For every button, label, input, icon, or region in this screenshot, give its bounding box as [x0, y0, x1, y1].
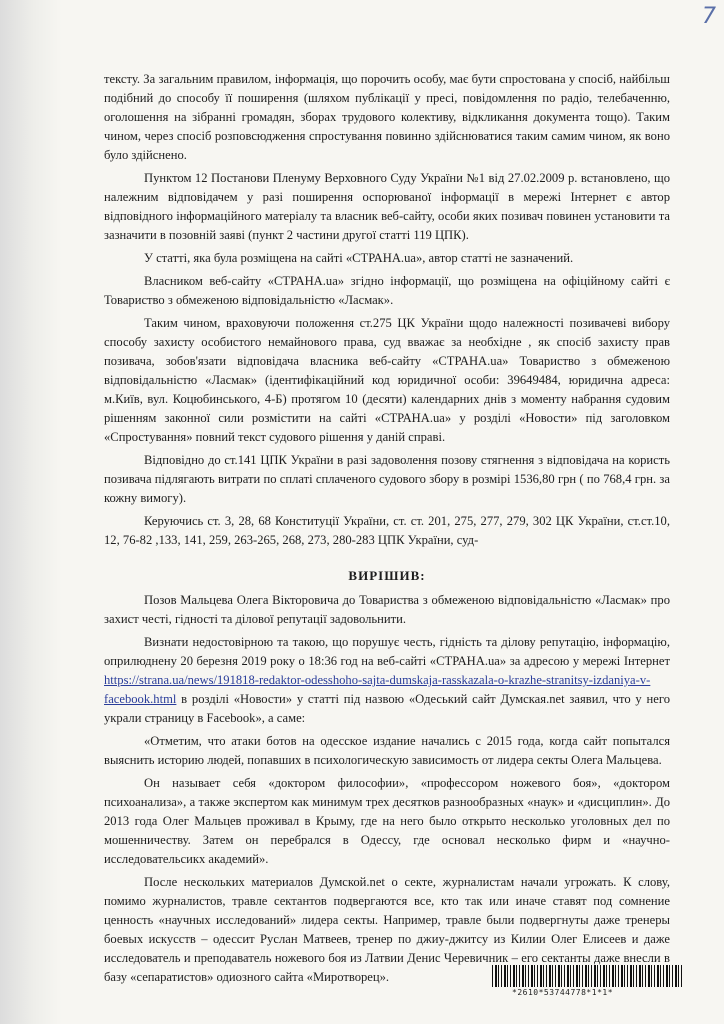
paragraph-with-link — [104, 633, 670, 728]
paragraph: Керуючись ст. 3, 28, 68 Конституції України, ст. ст. 201, 275, 277, 279, 302 ЦК України, ст.ст.10, 12, 76-82 ,133, 141, 259, 263-265, 268, 273, 280-283 ЦПК України, суд- — [104, 514, 670, 547]
quote-paragraph: Он называет себя «доктором философии», «профессором ножевого боя», «доктором психоанализа», а также экспертом как минимум трех десятков разнообразных «наук» и «дисциплин». До 2013 года Олег Мальцев проживал в Крыму, где на него было открыто несколько уголовных дел по мошенничеству. Затем он перебрался в Одессу, где основал несколько фирм и «научно-исследовательсикх академий». — [104, 776, 670, 866]
paragraph: Таким чином, враховуючи положення ст.275 ЦК України щодо належності позивачеві вибору способу захисту особистого немайнового права, суд вважає за необхідне , як спосіб захисту прав позивача, зобов'язати відповідача власника веб-сайту «СТРАНА.ua» Товариство з обмеженою відповідальністю «Ласмак» (ідентифікаційний код юридичної особи: 39649484, юридична адреса: м.Київ, вул. Коцюбинського, 4-Б) протягом 10 (десяти) календарних днів з моменту набрання судовим рішенням законної сили розмістити на сайті «СТРАНА.ua» у розділі «Новости» під заголовком «Спростування» повний текст судового рішення у даній справі. — [104, 316, 670, 444]
article-url-link[interactable]: https://strana.ua/news/191818-redaktor-odesshoho-sajta-dumskaja-rasskazala-o-krazhe-stranitsy-izdaniya-v-facebook.html — [104, 673, 651, 706]
quote-paragraph: После нескольких материалов Думской.net о секте, журналистам начали угрожать. К слову, помимо журналистов, травле сектантов подвергаются все, кто так или иначе ставят под сомнение ценность «научных исследований» лидера секты. Например, травле были подвергнуты даже тренеры боевых искусств – одессит Руслан Матвеев, тренер по джиу-джитсу из Килии Олег Елисеев и даже исследователь и преподаватель ножевого боя из Латвии Денис Черевичник – его сектанты даже внесли в базу «сепаратистов» одиозного сайта «Миротворец». — [104, 875, 670, 984]
paragraph: тексту. За загальним правилом, інформація, що порочить особу, має бути спростована у спосіб, найбільш подібний до способу її поширення (шляхом публікації у пресі, повідомлення по радіо, телебаченню, оголошення на зібранні громадян, зборах трудового колективу, відкликання документа тощо). Таким чином, через спосіб розповсюдження спростування повинно здійснюватися таким самим чином, як воно було здійснено. — [104, 72, 670, 162]
paragraph: Позов Мальцева Олега Вікторовича до Товариства з обмеженою відповідальністю «Ласмак» про захист честі, гідності та ділової репутації задовольнити. — [104, 593, 670, 626]
paragraph-text: в розділі «Новости» у статті під назвою «Одеський сайт Думская.net заявил, что у него украли страницу в Facebook», а саме: — [104, 692, 670, 725]
scan-edge-shadow — [0, 0, 62, 1024]
paragraph: Відповідно до ст.141 ЦПК України в разі задоволення позову стягнення з відповідача на користь позивача підлягають витрати по сплаті сплаченого судового збору в розмірі 1536,80 грн ( по 768,4 грн. за кожну вимогу). — [104, 453, 670, 505]
paragraph-text: Визнати недостовірною та такою, що порушує честь, гідність та ділову репутацію, інформацію, оприлюднену 20 березня 2019 року о 18:36 год на веб-сайті «СТРАНА.ua» за адресою у мережі Інтернет — [104, 635, 670, 668]
document-body — [104, 70, 670, 991]
barcode-number: *2610*53744778*1*1* — [512, 988, 614, 997]
paragraph: Пунктом 12 Постанови Пленуму Верховного Суду України №1 від 27.02.2009 р. встановлено, що належним відповідачем у разі поширення оспорюваної інформації в мережі Інтернет є автор відповідного інформаційного матеріалу та власник веб-сайту, особи яких позивач повинен установити та зазначити в позовній заяві (пункт 2 частини другої статті 119 ЦПК). — [104, 171, 670, 242]
handwritten-page-number: 7 — [702, 4, 716, 29]
paragraph: У статті, яка була розміщена на сайті «СТРАНА.ua», автор статті не зазначений. — [144, 251, 574, 265]
quote-paragraph: «Отметим, что атаки ботов на одесское издание начались с 2015 года, когда сайт попытался выяснить историю людей, попавших в психологическую зависимость от лидера секты Олега Мальцева. — [104, 734, 670, 767]
decision-heading: ВИРІШИВ: — [348, 568, 426, 583]
paragraph: Власником веб-сайту «СТРАНА.ua» згідно інформації, що розміщена на офіційному сайті є Товариство з обмеженою відповідальністю «Ласмак». — [104, 274, 670, 307]
barcode-image — [492, 965, 682, 987]
